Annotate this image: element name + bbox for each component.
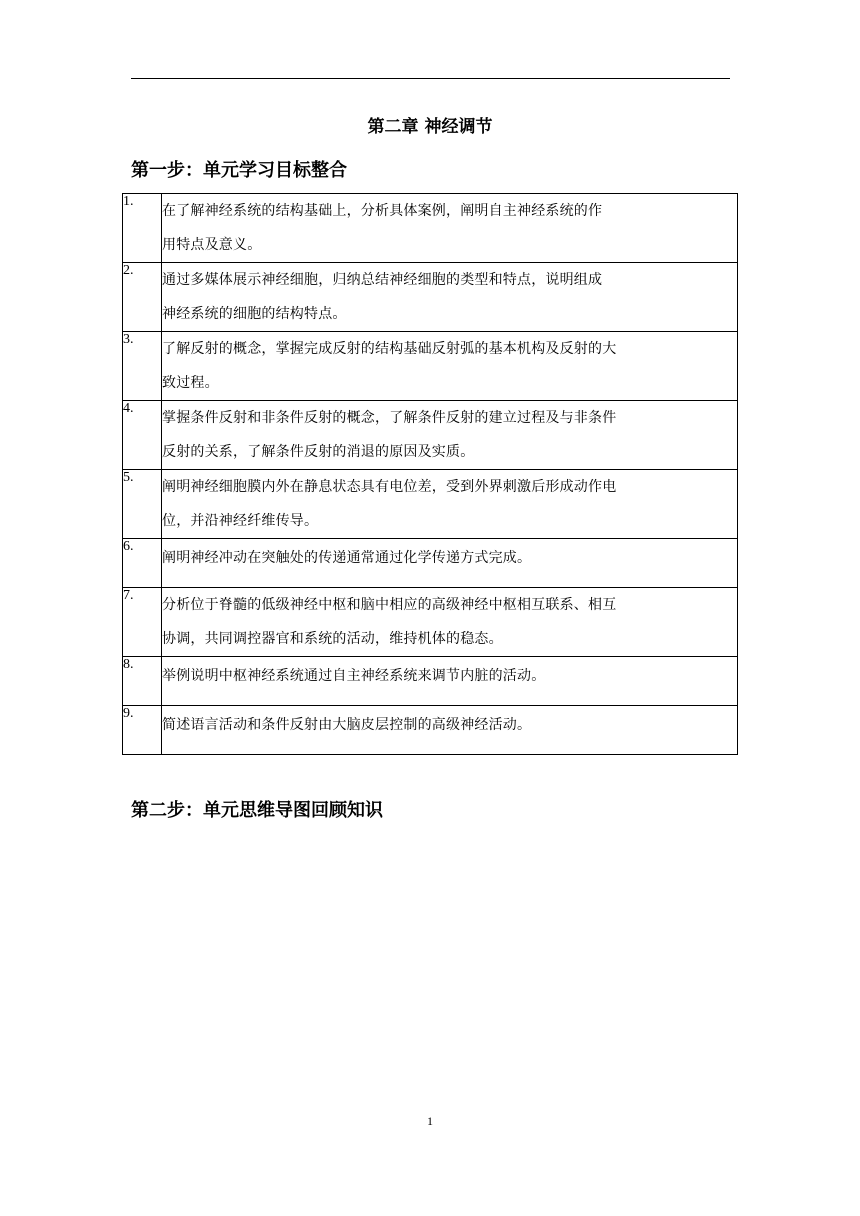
table-row — [123, 706, 738, 755]
table-row — [123, 194, 738, 263]
goal-text — [162, 657, 738, 706]
goal-text-line: 反射的关系，了解条件反射的消退的原因及实质。 — [162, 444, 475, 460]
table-row — [123, 588, 738, 657]
goal-text — [162, 194, 738, 263]
goal-number: 5. — [123, 470, 162, 539]
goal-number: 4. — [123, 401, 162, 470]
goal-text-line: 通过多媒体展示神经细胞，归纳总结神经细胞的类型和特点，说明组成 — [162, 272, 603, 288]
goal-text-line: 用特点及意义。 — [162, 237, 262, 253]
step1-heading: 第一步：单元学习目标整合 — [131, 160, 347, 181]
goal-text-line: 举例说明中枢神经系统通过自主神经系统来调节内脏的活动。 — [162, 668, 546, 684]
table-row — [123, 539, 738, 588]
goal-text — [162, 470, 738, 539]
page-number: 1 — [427, 1114, 433, 1128]
goal-text-line: 了解反射的概念，掌握完成反射的结构基础反射弧的基本机构及反射的大 — [162, 341, 617, 357]
goal-text-line: 在了解神经系统的结构基础上，分析具体案例，阐明自主神经系统的作 — [162, 203, 603, 219]
goal-text-line: 神经系统的细胞的结构特点。 — [162, 306, 347, 322]
goal-text — [162, 706, 738, 755]
table-row — [123, 332, 738, 401]
goal-number: 3. — [123, 332, 162, 401]
table-row — [123, 470, 738, 539]
learning-goals-table — [122, 193, 738, 755]
goal-number: 2. — [123, 263, 162, 332]
header-rule — [131, 78, 730, 79]
goal-text-line: 位，并沿神经纤维传导。 — [162, 513, 319, 529]
goal-text — [162, 263, 738, 332]
goal-text-line: 简述语言活动和条件反射由大脑皮层控制的高级神经活动。 — [162, 717, 532, 733]
chapter-title: 第二章 神经调节 — [367, 117, 493, 137]
goal-number: 6. — [123, 539, 162, 588]
goal-text — [162, 332, 738, 401]
table-row — [123, 657, 738, 706]
goal-text — [162, 588, 738, 657]
goal-number: 7. — [123, 588, 162, 657]
table-row — [123, 401, 738, 470]
goal-text-line: 协调，共同调控器官和系统的活动，维持机体的稳态。 — [162, 631, 503, 647]
goal-text-line: 掌握条件反射和非条件反射的概念，了解条件反射的建立过程及与非条件 — [162, 410, 617, 426]
goal-number: 9. — [123, 706, 162, 755]
goal-text-line: 阐明神经冲动在突触处的传递通常通过化学传递方式完成。 — [162, 550, 532, 566]
goal-text-line: 阐明神经细胞膜内外在静息状态具有电位差，受到外界刺激后形成动作电 — [162, 479, 617, 495]
goal-text — [162, 401, 738, 470]
goal-number: 1. — [123, 194, 162, 263]
goal-text-line: 分析位于脊髓的低级神经中枢和脑中相应的高级神经中枢相互联系、相互 — [162, 597, 617, 613]
table-row — [123, 263, 738, 332]
goal-text — [162, 539, 738, 588]
step2-heading: 第二步：单元思维导图回顾知识 — [131, 800, 383, 821]
goal-number: 8. — [123, 657, 162, 706]
goal-text-line: 致过程。 — [162, 375, 219, 391]
